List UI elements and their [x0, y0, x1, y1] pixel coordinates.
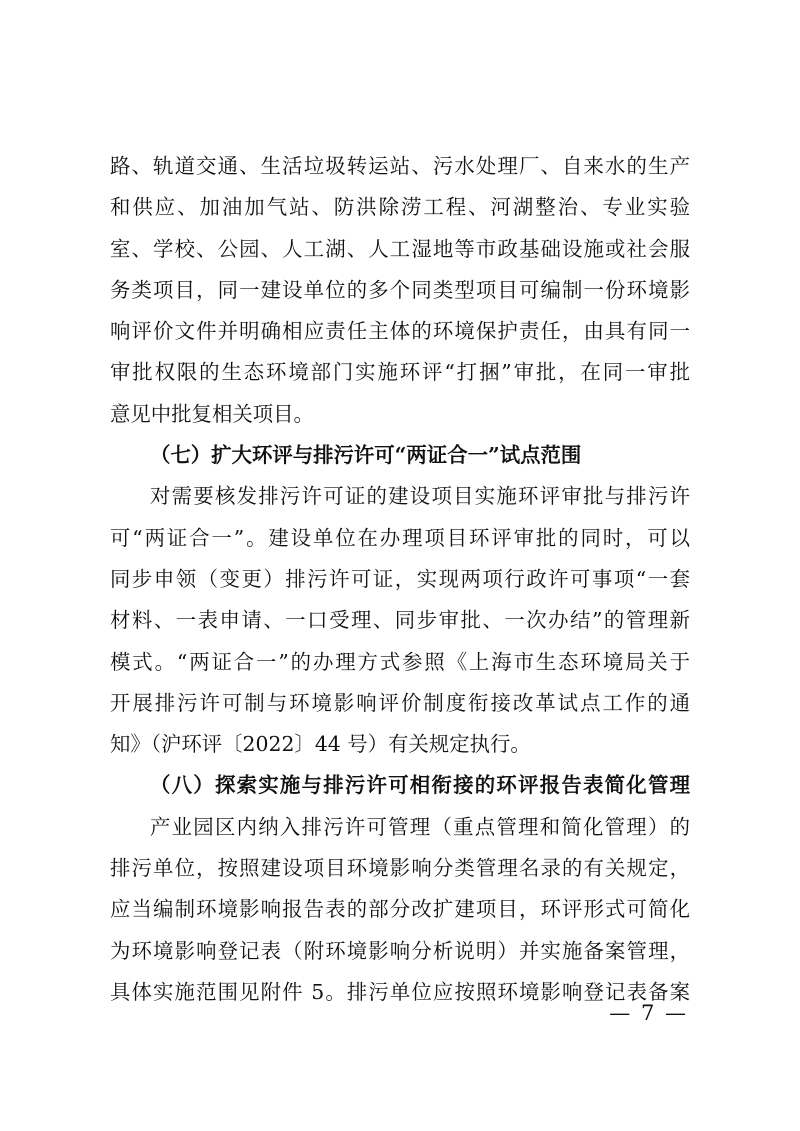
text-line: 模式。“两证合一”的办理方式参照《上海市生态环境局关于 — [110, 649, 690, 674]
text-line: 可“两证合一”。建设单位在办理项目环评审批的同时，可以 — [110, 525, 690, 550]
body-text — [110, 146, 690, 1013]
text-line: 同步申领（变更）排污许可证，实现两项行政许可事项“一套 — [110, 566, 690, 591]
section-heading-7: （七）扩大环评与排污许可“两证合一”试点范围 — [150, 443, 582, 468]
text-line: 开展排污许可制与环境影响评价制度衔接改革试点工作的通 — [110, 690, 690, 715]
text-line: 为环境影响登记表（附环境影响分析说明）并实施备案管理， — [110, 938, 690, 963]
section-heading-8: （八）探索实施与排污许可相衔接的环评报告表简化管理 — [150, 773, 690, 798]
text-line: 意见中批复相关项目。 — [110, 401, 314, 426]
text-line: 应当编制环境影响报告表的部分改扩建项目，环评形式可简化 — [110, 897, 690, 922]
text-line: 务类项目，同一建设单位的多个同类型项目可编制一份环境影 — [110, 277, 690, 302]
text-line: 室、学校、公园、人工湖、人工湿地等市政基础设施或社会服 — [110, 236, 690, 261]
text-line: 对需要核发排污许可证的建设项目实施环评审批与排污许 — [150, 484, 690, 509]
text-line: 路、轨道交通、生活垃圾转运站、污水处理厂、自来水的生产 — [110, 154, 690, 178]
text-line: 响评价文件并明确相应责任主体的环境保护责任，由具有同一 — [110, 319, 690, 344]
text-line: 材料、一表申请、一口受理、同步审批、一次办结”的管理新 — [110, 608, 690, 633]
text-line: 具体实施范围见附件 5。排污单位应按照环境影响登记表备案 — [110, 979, 690, 1004]
text-line: 知》（沪环评〔2022〕44 号）有关规定执行。 — [110, 732, 531, 757]
page-number: — 7 — — [609, 1001, 688, 1025]
text-line: 排污单位，按照建设项目环境影响分类管理名录的有关规定， — [110, 856, 690, 881]
text-line: 和供应、加油加气站、防洪除涝工程、河湖整治、专业实验 — [110, 195, 690, 220]
text-line: 审批权限的生态环境部门实施环评“打捆”审批，在同一审批 — [110, 360, 690, 385]
text-line: 产业园区内纳入排污许可管理（重点管理和简化管理）的 — [150, 814, 690, 839]
